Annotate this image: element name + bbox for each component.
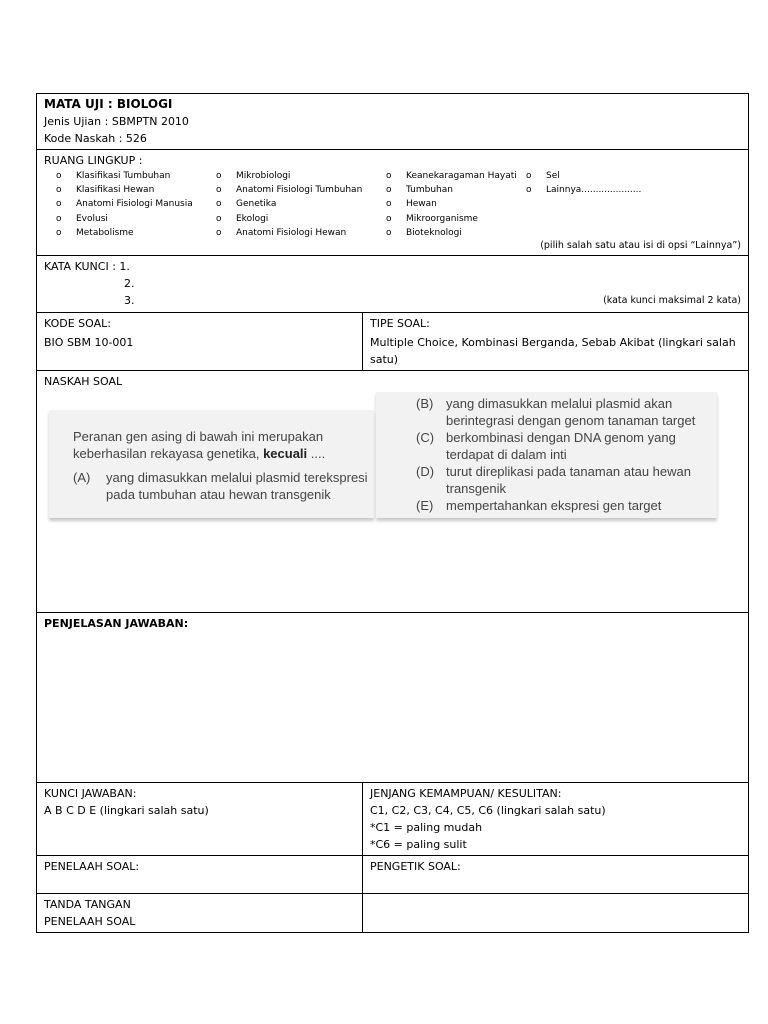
type-label: TIPE SOAL: — [370, 317, 430, 330]
code-label: KODE SOAL: — [44, 317, 111, 330]
scope-label: RUANG LINGKUP : — [44, 154, 143, 167]
keywords-note: (kata kunci maksimal 2 kata) — [603, 295, 741, 306]
code-value: BIO SBM 10-001 — [44, 336, 134, 349]
scope-column-1 — [56, 169, 193, 240]
scope-item[interactable]: o Ekologi — [216, 213, 269, 224]
scope-item[interactable]: o Anatomi Fisiologi Hewan — [216, 227, 347, 238]
keyword-3[interactable]: 3. — [124, 294, 135, 307]
scope-item[interactable]: o Mikroorganisme — [386, 213, 478, 224]
scope-column-4 — [526, 169, 641, 197]
answer-options[interactable]: A B C D E (lingkari salah satu) — [44, 804, 209, 817]
scope-note: (pilih salah satu atau isi di opsi “Lainnya”) — [540, 240, 741, 251]
signature-label-cell — [37, 894, 363, 933]
scope-item[interactable]: o Mikrobiologi — [216, 171, 291, 181]
answer-label: KUNCI JAWABAN: — [44, 787, 137, 800]
scope-cell — [37, 150, 749, 256]
scope-item-other[interactable]: o Lainnya..................... — [526, 185, 642, 196]
keyword-2[interactable]: 2. — [124, 277, 135, 290]
explanation-cell[interactable] — [37, 613, 749, 783]
signature-label-line2: PENELAAH SOAL — [44, 915, 136, 928]
answer-cell — [37, 783, 363, 856]
scope-item[interactable]: o Klasifikasi Tumbuhan — [56, 171, 171, 181]
scope-column-3 — [386, 169, 517, 240]
level-label: JENJANG KEMAMPUAN/ KESULITAN: — [370, 787, 562, 800]
scope-item[interactable]: o Tumbuhan — [386, 185, 453, 196]
question-image — [49, 392, 713, 518]
scope-item[interactable]: o Metabolisme — [56, 227, 134, 238]
question-stem-line1: Peranan gen asing di bawah ini merupakan — [73, 429, 324, 444]
subject-title: MATA UJI : BIOLOGI — [44, 97, 173, 111]
option-e-letter[interactable]: (E) — [416, 498, 434, 513]
question-form-table — [36, 93, 749, 933]
reviewer-label: PENELAAH SOAL: — [44, 860, 140, 873]
level-easy-note: *C1 = paling mudah — [370, 821, 483, 834]
scope-item[interactable]: o Klasifikasi Hewan — [56, 185, 155, 196]
question-stem-keyword: kecuali — [263, 446, 308, 461]
scope-options — [44, 169, 741, 239]
option-a-letter[interactable]: (A) — [73, 470, 91, 485]
question-cell — [37, 371, 749, 613]
header-cell — [37, 94, 749, 150]
question-options-panel — [376, 392, 717, 518]
type-value: Multiple Choice, Kombinasi Berganda, Sebab Akibat (lingkari salah satu) — [370, 336, 736, 366]
level-cell — [363, 783, 749, 856]
option-a-line1: yang dimasukkan melalui plasmid terekspresi — [106, 470, 368, 485]
scope-item[interactable]: o Genetika — [216, 199, 277, 210]
scope-item[interactable]: o Keanekaragaman Hayati — [386, 171, 517, 181]
scope-item[interactable]: o Anatomi Fisiologi Manusia — [56, 199, 193, 210]
question-label: NASKAH SOAL — [44, 375, 123, 388]
scope-item[interactable]: o Bioteknologi — [386, 227, 462, 238]
option-b-letter[interactable]: (B) — [416, 396, 434, 411]
code-cell — [37, 313, 363, 371]
option-a-line2: pada tumbuhan atau hewan transgenik — [106, 487, 331, 502]
reviewer-cell[interactable] — [37, 856, 363, 894]
option-c-line1: berkombinasi dengan DNA genom yang — [446, 430, 676, 445]
scope-item[interactable]: o Sel — [526, 171, 560, 181]
question-stem-panel — [49, 410, 374, 518]
option-d-line1: turut direplikasi pada tanaman atau hewan — [446, 464, 691, 479]
option-e-line1: mempertahankan ekspresi gen target — [446, 498, 662, 513]
scope-column-2 — [216, 169, 362, 240]
typist-cell[interactable] — [363, 856, 749, 894]
option-d-letter[interactable]: (D) — [416, 464, 435, 479]
scope-item[interactable]: o Evolusi — [56, 213, 108, 224]
scope-item[interactable]: o Hewan — [386, 199, 437, 210]
level-hard-note: *C6 = paling sulit — [370, 838, 467, 851]
option-d-line2: transgenik — [446, 481, 506, 496]
exam-type: Jenis Ujian : SBMPTN 2010 — [44, 115, 189, 128]
option-b-line1: yang dimasukkan melalui plasmid akan — [446, 396, 673, 411]
signature-area[interactable] — [363, 894, 749, 933]
typist-label: PENGETIK SOAL: — [370, 860, 461, 873]
scope-item[interactable]: o Anatomi Fisiologi Tumbuhan — [216, 185, 363, 196]
script-code: Kode Naskah : 526 — [44, 132, 147, 145]
level-options[interactable]: C1, C2, C3, C4, C5, C6 (lingkari salah satu) — [370, 804, 606, 817]
option-c-line2: terdapat di dalam inti — [446, 447, 567, 462]
keywords-label: KATA KUNCI : 1. — [44, 260, 130, 273]
keywords-cell — [37, 256, 749, 313]
option-b-line2: berintegrasi dengan genom tanaman target — [446, 413, 696, 428]
type-cell — [363, 313, 749, 371]
signature-label-line1: TANDA TANGAN — [44, 898, 131, 911]
question-stem-line2: keberhasilan rekayasa genetika, kecuali .... — [73, 446, 326, 461]
explanation-label: PENJELASAN JAWABAN: — [44, 617, 189, 630]
option-c-letter[interactable]: (C) — [416, 430, 435, 445]
